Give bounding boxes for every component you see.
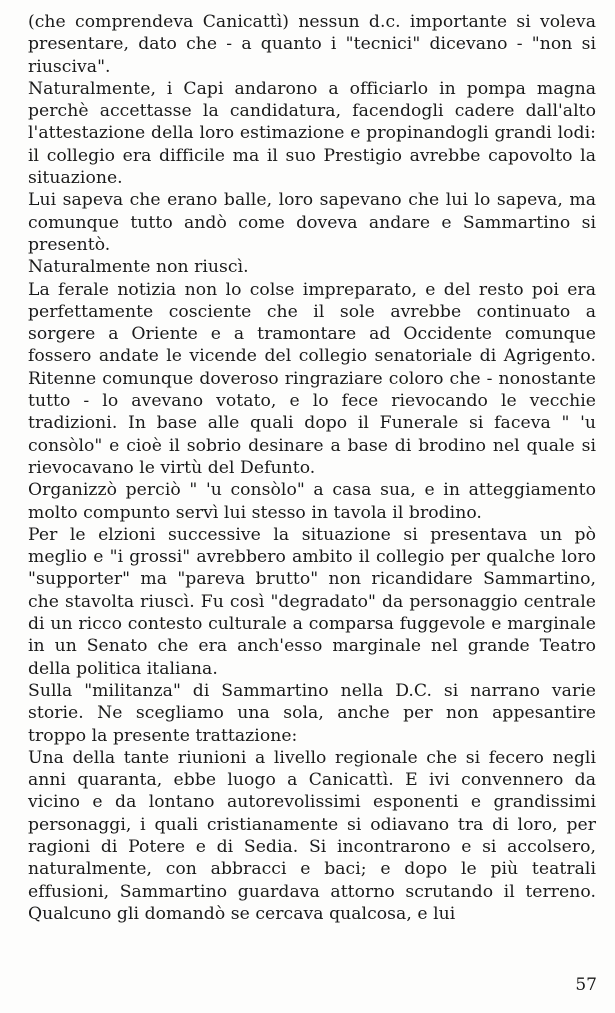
paragraph-1: (che comprendeva Canicattì) nessun d.c. importante si voleva presentare, dato che - a quanto i "tecnici" dicevano - "non si riusciva". xyxy=(28,12,596,77)
paragraph-2: Naturalmente, i Capi andarono a officiarlo in pompa magna perchè accettasse la candidatura, facendogli cadere dall'alto l'attestazione della loro estimazione e propinandogli grandi lodi: il collegio era difficile ma il suo Prestigio avrebbe capovolto la situazione. xyxy=(28,78,596,189)
paragraph-6: Organizzò perciò " 'u consòlo" a casa sua, e in atteggiamento molto compunto servì lui stesso in tavola il brodino. xyxy=(28,480,596,523)
page-number: 57 xyxy=(575,975,597,995)
paragraph-5: La ferale notizia non lo colse impreparato, e del resto poi era perfettamente cosciente che il sole avrebbe continuato a sorgere a Oriente e a tramontare ad Occidente comunque fossero andate le vicende del collegio senatoriale di Agrigento. Ritenne comunque doveroso ringraziare coloro che - nonostante tutto - lo avevano votato, e lo fece rievocando le vecchie tradizioni. In base alle quali dopo il Funerale si faceva " 'u consòlo" e cioè il sobrio desinare a base di brodino nel quale si rievocavano le virtù del Defunto. xyxy=(28,279,596,478)
paragraph-8: Sulla "militanza" di Sammartino nella D.C. si narrano varie storie. Ne scegliamo una sola, anche per non appesantire troppo la presente trattazione: xyxy=(28,680,596,746)
body-text xyxy=(28,11,596,925)
paragraph-3: Lui sapeva che erano balle, loro sapevano che lui lo sapeva, ma comunque tutto andò come doveva andare e Sammartino si presentò. xyxy=(28,190,596,255)
paragraph-4: Naturalmente non riuscì. xyxy=(28,257,249,278)
paragraph-7: Per le elzioni successive la situazione si presentava un pò meglio e "i grossi" avrebbero ambito il collegio per qualche loro "supporter" ma "pareva brutto" non ricandidare Sammartino, che stavolta riuscì. Fu così "degradato" da personaggio centrale di un ricco contesto culturale a comparsa fuggevole e marginale in un Senato che era anch'esso marginale nel grande Teatro della politica italiana. xyxy=(28,524,596,679)
paragraph-9: Una della tante riunioni a livello regionale che si fecero negli anni quaranta, ebbe luogo a Canicattì. E ivi convennero da vicino e da lontano autorevolissimi esponenti e grandissimi personaggi, i quali cristianamente si odiavano tra di loro, per ragioni di Potere e di Sedia. Si incontrarono e si accolsero, naturalmente, con abbracci e baci; e dopo le più teatrali effusioni, Sammartino guardava attorno scrutando il terreno. Qualcuno gli domandò se cercava qualcosa, e lui xyxy=(28,747,596,924)
